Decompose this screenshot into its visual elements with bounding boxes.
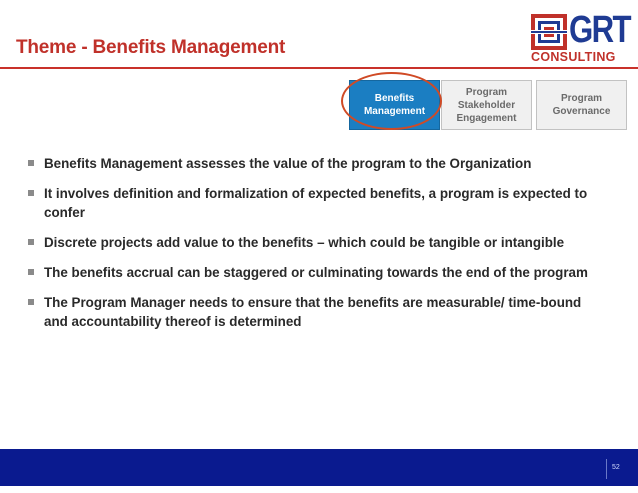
page-number: 52 [612, 464, 620, 471]
tab-program-governance[interactable] [536, 80, 627, 130]
bullet-text: Discrete projects add value to the benefits – which could be tangible or intangible [44, 235, 565, 250]
tab-program-stakeholder-engagement[interactable] [441, 80, 532, 130]
title-underline [0, 67, 638, 69]
square-bullet-icon [28, 190, 34, 196]
logo-wordmark: GRT [569, 9, 630, 51]
square-bullet-icon [28, 299, 34, 305]
footer-divider [606, 459, 607, 479]
tab-label: Benefits Management [363, 93, 426, 117]
list-item [28, 263, 598, 282]
bullet-list [28, 154, 598, 342]
active-tab-highlight-ring [341, 72, 442, 130]
square-bullet-icon [28, 160, 34, 166]
bullet-text: It involves definition and formalization of expected benefits, a program is expected to confer [44, 186, 588, 220]
list-item [28, 233, 598, 252]
square-bullet-icon [28, 269, 34, 275]
grt-consulting-logo [531, 9, 631, 64]
list-item [28, 154, 598, 173]
bottom-strip [0, 486, 638, 493]
grt-logo-mark-icon [531, 14, 567, 50]
bullet-text: The Program Manager needs to ensure that the benefits are measurable/ time-bound and accountability thereof is determined [44, 295, 582, 329]
bullet-text: The benefits accrual can be staggered or culminating towards the end of the program [44, 265, 588, 280]
tab-label: Program Governance [552, 93, 611, 117]
square-bullet-icon [28, 239, 34, 245]
logo-tagline: CONSULTING [531, 50, 616, 64]
slide-title: Theme - Benefits Management [16, 37, 286, 58]
bullet-text: Benefits Management assesses the value of the program to the Organization [44, 156, 532, 171]
list-item [28, 293, 598, 331]
tab-label: Program Stakeholder Engagement [456, 86, 517, 124]
list-item [28, 184, 598, 222]
footer-bar [0, 449, 638, 486]
